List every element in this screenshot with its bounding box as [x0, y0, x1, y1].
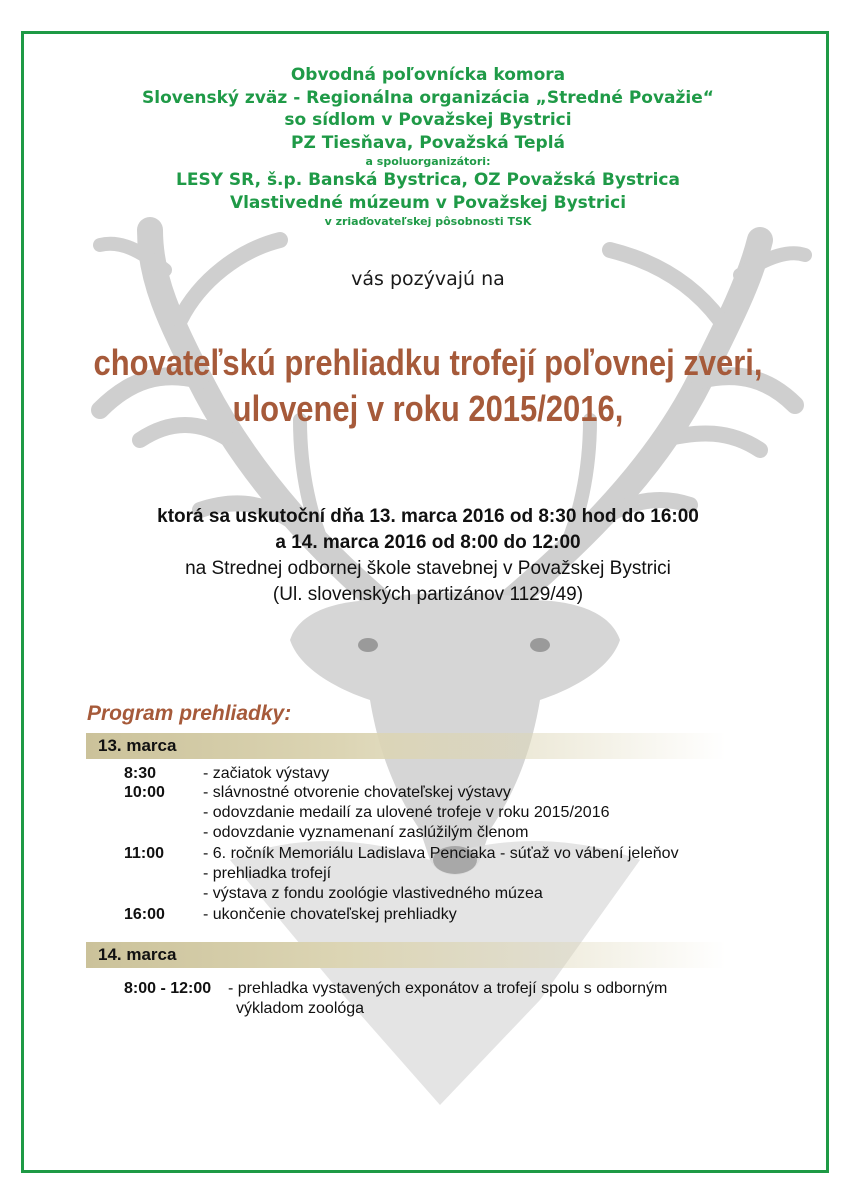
program-time: 16:00: [124, 906, 165, 923]
co-organizer-line: LESY SR, š.p. Banská Bystrica, OZ Považská Bystrica: [176, 170, 680, 190]
day-label: 13. marca: [98, 736, 177, 755]
day-banner: [86, 942, 726, 968]
program-item: - prehliadka trofejí: [203, 865, 332, 882]
founder-note: v zriaďovateľskej pôsobnosti TSK: [324, 215, 532, 228]
event-address: (Ul. slovenských partizánov 1129/49): [272, 584, 584, 605]
invite-text: vás pozývajú na: [351, 268, 505, 290]
program-title: Program prehliadky:: [87, 702, 292, 725]
co-organizers-label: a spoluorganizátori:: [365, 155, 491, 168]
event-title-line: chovateľskú prehliadku trofejí poľovnej zveri,: [93, 342, 763, 383]
organizer-line: PZ Tiesňava, Považská Teplá: [290, 132, 566, 153]
program-item: - ukončenie chovateľskej prehliadky: [203, 906, 457, 923]
program-item: - prehladka vystavených exponátov a trofejí spolu s odborným: [228, 980, 668, 997]
program-item: - odovzdanie vyznamenaní zaslúžilým členom: [203, 824, 529, 841]
event-details: [0, 504, 856, 608]
event-title: [60, 340, 796, 432]
event-date-line: a 14. marca 2016 od 8:00 do 12:00: [275, 532, 581, 553]
organizer-line: so sídlom v Považskej Bystrici: [284, 110, 572, 130]
program-item: - 6. ročník Memoriálu Ladislava Penciaka - súťaž vo vábení jeleňov: [203, 845, 679, 862]
organizers-header: [0, 64, 856, 229]
co-organizer-line: Vlastivedné múzeum v Považskej Bystrici: [229, 192, 627, 213]
event-date-line: ktorá sa uskutoční dňa 13. marca 2016 od 8:30 hod do 16:00: [157, 506, 699, 527]
program-item: - výstava z fondu zoológie vlastivedného múzea: [203, 885, 543, 902]
program-item-continued: výkladom zoológa: [236, 1000, 365, 1017]
program-time: 8:00 - 12:00: [124, 980, 212, 997]
organizer-line: Obvodná poľovnícka komora: [290, 65, 566, 85]
program-time: 8:30: [124, 765, 157, 782]
program-item: - začiatok výstavy: [203, 765, 330, 782]
day-label: 14. marca: [98, 945, 177, 964]
program-item: - odovzdanie medailí za ulovené trofeje v roku 2015/2016: [203, 804, 610, 821]
organizer-line: Slovenský zväz - Regionálna organizácia „Stredné Považie“: [142, 87, 714, 108]
program-time: 10:00: [124, 784, 165, 801]
event-venue: na Strednej odbornej škole stavebnej v Považskej Bystrici: [185, 558, 671, 579]
event-title-line: ulovenej v roku 2015/2016,: [232, 388, 624, 429]
day-banner: [86, 733, 726, 759]
program-time: 11:00: [124, 845, 165, 862]
program-item: - slávnostné otvorenie chovateľskej výstavy: [203, 784, 511, 801]
